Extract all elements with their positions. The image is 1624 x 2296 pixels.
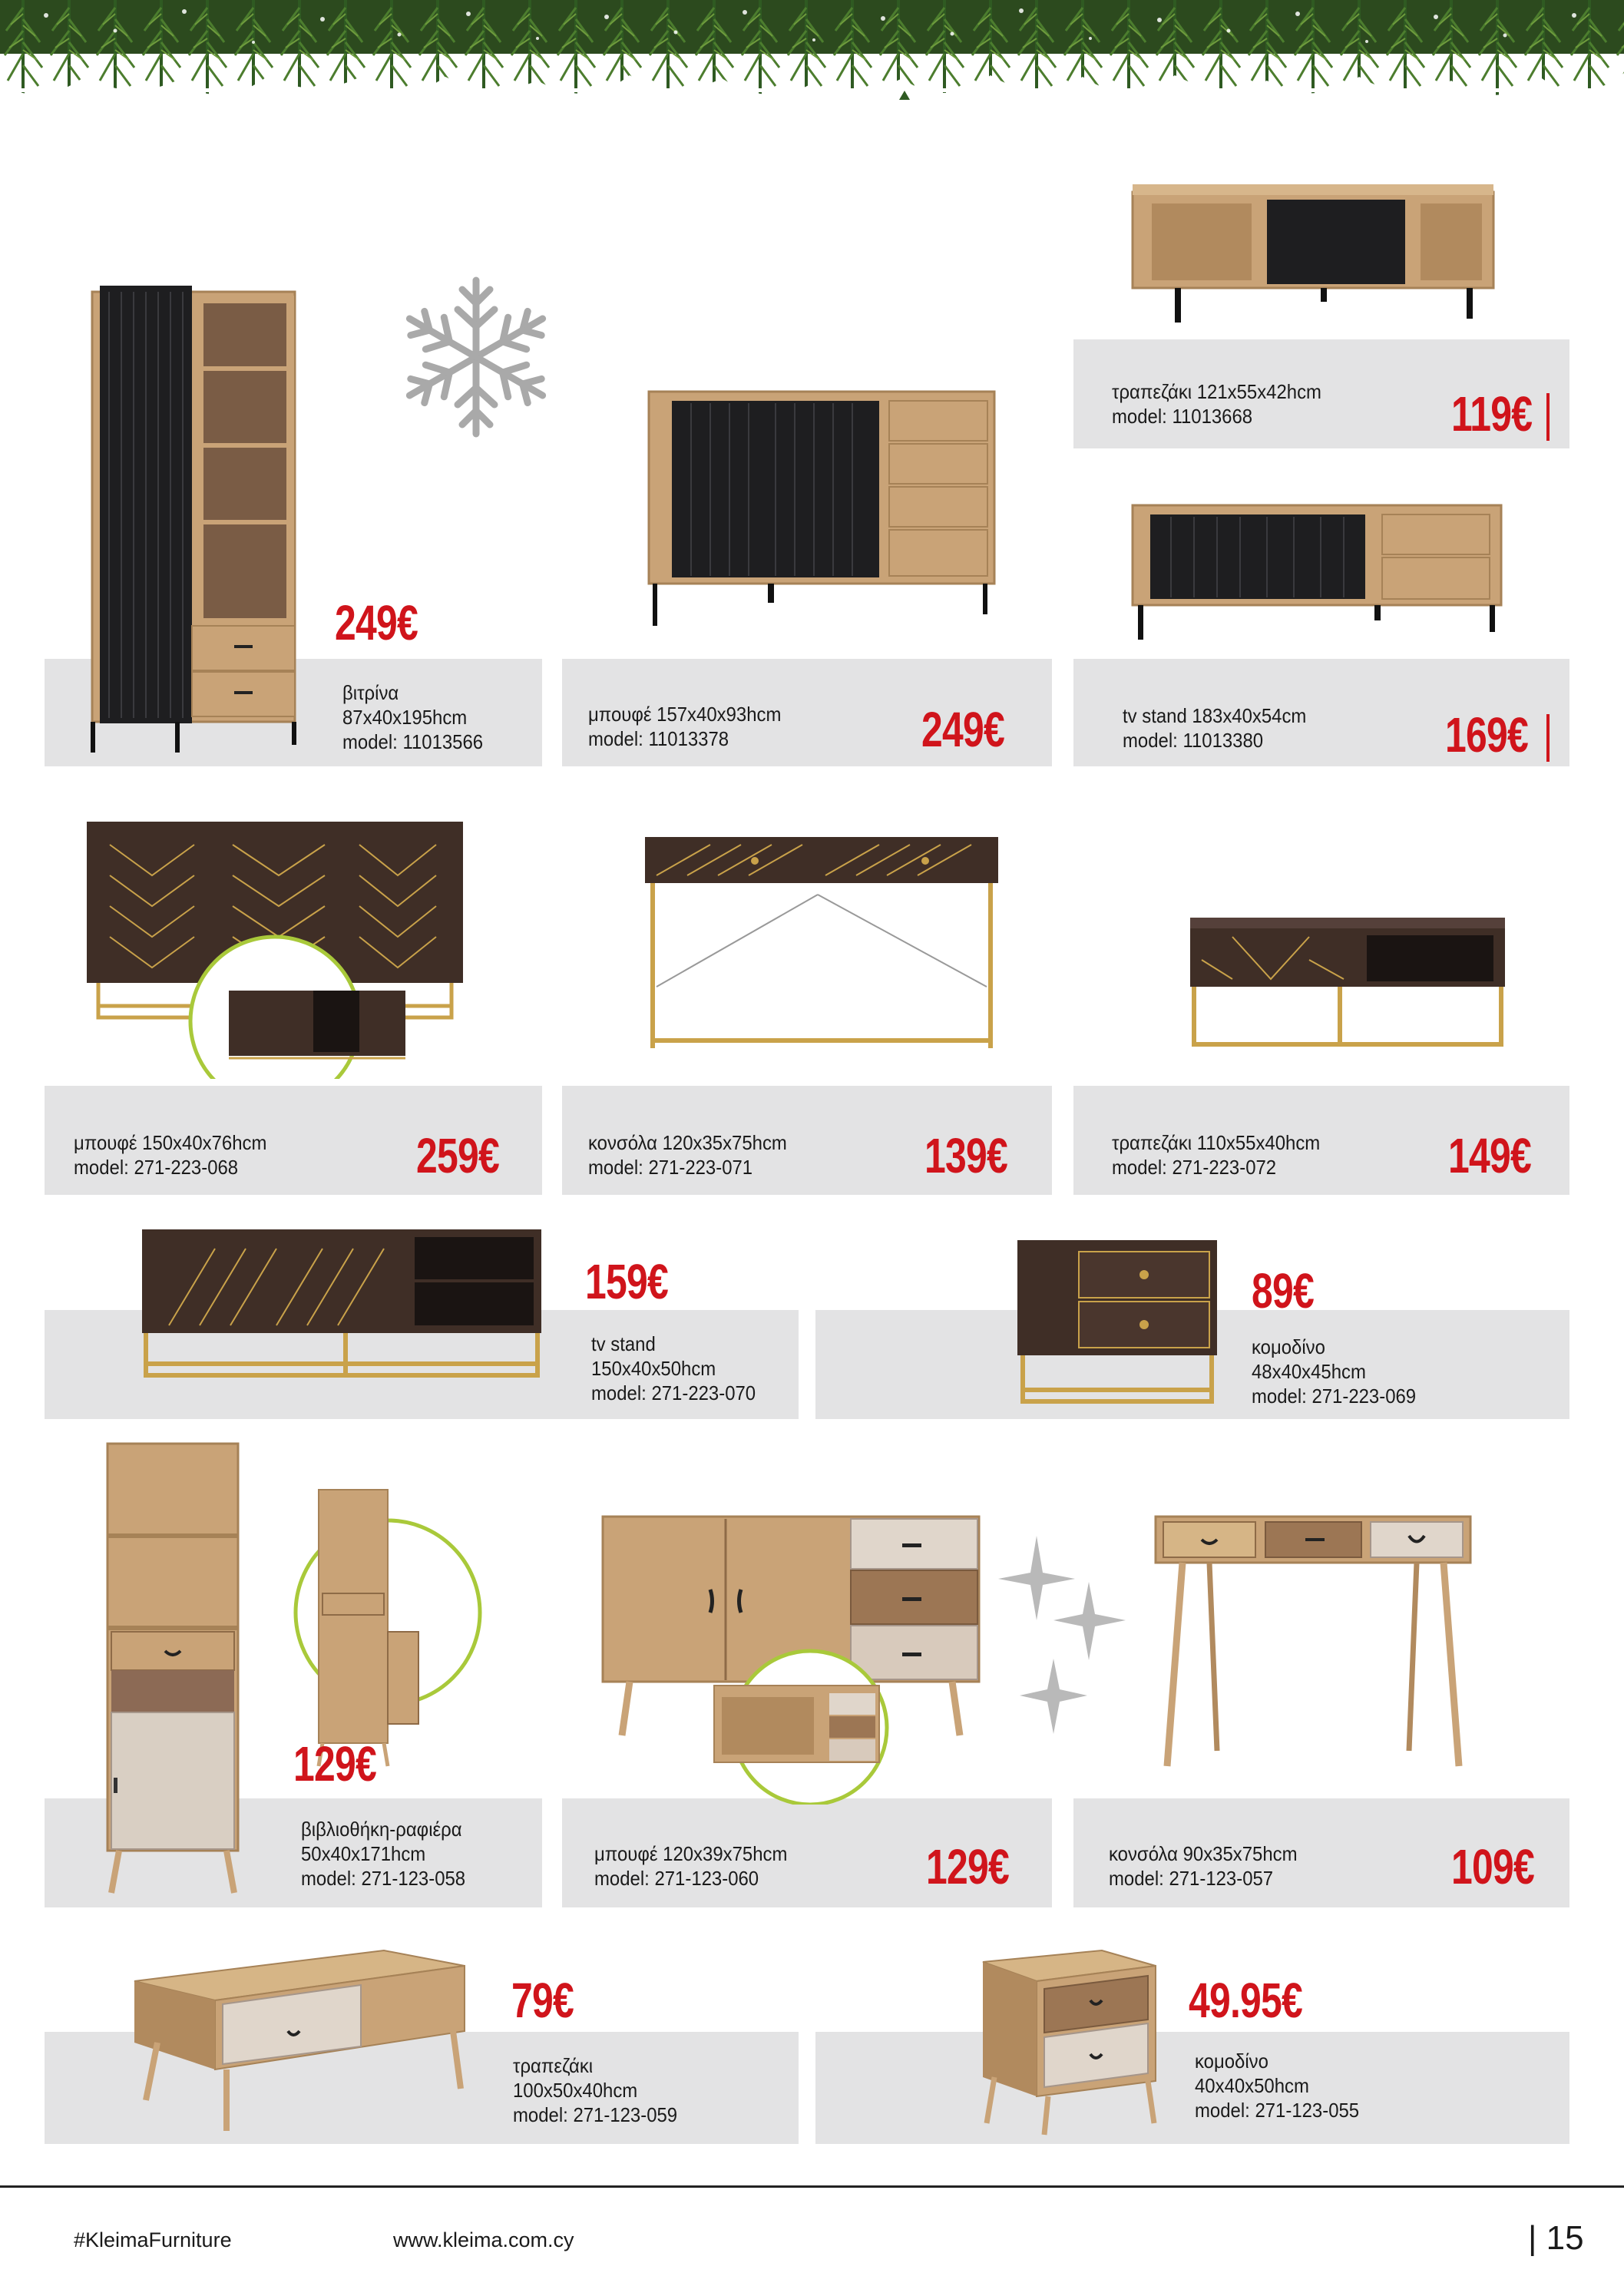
product-name: τραπεζάκι (513, 2054, 594, 2077)
product-image-tv-stand (1129, 498, 1505, 643)
sparkle-icon (998, 1536, 1129, 1735)
product-dims: 50x40x171hcm (301, 1842, 426, 1865)
page-number: | 15 (1528, 2219, 1584, 2257)
product-dims: 87x40x195hcm (342, 706, 468, 729)
product-info (1112, 1130, 1320, 1179)
product-name: τραπεζάκι 121x55x42hcm (1112, 380, 1321, 403)
product-info (513, 2053, 677, 2127)
product-dims: 150x40x50hcm (591, 1357, 716, 1380)
product-info (1123, 703, 1306, 753)
product-image-nightstand-natural (979, 1947, 1159, 2139)
product-name: τραπεζάκι 110x55x40hcm (1112, 1131, 1321, 1154)
product-model: model: 271-123-060 (594, 1867, 759, 1890)
price-label: 129€ (293, 1736, 376, 1791)
price-label: 79€ (511, 1973, 574, 2028)
price-label: 159€ (585, 1254, 668, 1309)
product-model: model: 271-123-059 (513, 2103, 678, 2126)
price-bar (1546, 714, 1550, 762)
product-name: tv stand (591, 1332, 656, 1355)
price-label: 249€ (335, 595, 418, 650)
price-label: 89€ (1252, 1263, 1314, 1318)
price-bar (1546, 393, 1550, 441)
product-info (588, 1130, 787, 1179)
product-image-coffee-table-walnut (1186, 914, 1509, 1052)
product-model: model: 271-223-070 (591, 1381, 756, 1404)
product-image-console-natural (1152, 1513, 1474, 1774)
product-name: κονσόλα 90x35x75hcm (1109, 1842, 1298, 1865)
product-image-tv-stand-walnut (138, 1226, 545, 1383)
price-label: 129€ (926, 1839, 1009, 1894)
info-band (815, 2032, 1569, 2144)
product-model: model: 11013566 (342, 730, 484, 753)
product-name: tv stand 183x40x54cm (1123, 704, 1307, 727)
product-model: model: 271-123-055 (1195, 2099, 1360, 2122)
price-label: 249€ (921, 702, 1004, 757)
price-label: 259€ (416, 1128, 499, 1183)
product-model: model: 271-223-072 (1112, 1156, 1277, 1179)
product-name: μπουφέ 120x39x75hcm (594, 1842, 788, 1865)
price-label: 149€ (1448, 1128, 1531, 1183)
product-info (1109, 1841, 1298, 1891)
product-dims: 48x40x45hcm (1252, 1360, 1366, 1383)
product-model: model: 11013378 (588, 727, 729, 750)
footer-website[interactable]: www.kleima.com.cy (393, 2228, 574, 2251)
product-model: model: 271-223-071 (588, 1156, 753, 1179)
product-image-coffee-table-natural (131, 1943, 468, 2135)
product-info (591, 1332, 756, 1405)
price-label: 49.95€ (1189, 1973, 1303, 2028)
product-model: model: 271-123-058 (301, 1867, 466, 1890)
product-info (1195, 2049, 1359, 2122)
price-label: 119€ (1451, 386, 1533, 442)
product-info (74, 1130, 266, 1179)
price-label: 109€ (1451, 1839, 1534, 1894)
footer-hashtag: #KleimaFurniture (74, 2228, 232, 2251)
product-model: model: 271-223-068 (74, 1156, 239, 1179)
product-name: μπουφέ 157x40x93hcm (588, 703, 782, 726)
product-dims: 40x40x50hcm (1195, 2074, 1309, 2097)
product-name: κομοδίνο (1195, 2050, 1268, 2073)
product-model: model: 11013380 (1123, 729, 1264, 752)
product-image-nightstand-walnut (1014, 1236, 1221, 1405)
product-model: model: 11013668 (1112, 405, 1253, 428)
pine-garland (0, 0, 1624, 115)
product-model: model: 271-123-057 (1109, 1867, 1274, 1890)
product-model: model: 271-223-069 (1252, 1385, 1417, 1408)
product-info (594, 1841, 787, 1891)
product-image-buffet (645, 384, 998, 630)
footer-divider (0, 2185, 1624, 2188)
product-image-buffet-walnut (83, 814, 467, 1079)
product-image-coffee-table (1129, 177, 1497, 326)
product-name: μπουφέ 150x40x76hcm (74, 1131, 267, 1154)
product-info (1252, 1335, 1416, 1408)
product-info (588, 702, 781, 751)
price-label: 139€ (924, 1128, 1007, 1183)
snowflake-icon (399, 269, 553, 445)
price-label: 169€ (1445, 707, 1528, 763)
product-name: κονσόλα 120x35x75hcm (588, 1131, 787, 1154)
product-dims: 100x50x40hcm (513, 2079, 638, 2102)
product-image-console-walnut (641, 833, 1002, 1056)
product-image-vitrine (77, 276, 307, 756)
product-name: κομοδίνο (1252, 1335, 1325, 1358)
product-name: βιβλιοθήκη-ραφιέρα (301, 1818, 462, 1841)
product-info (342, 680, 483, 754)
product-info (1112, 379, 1321, 428)
product-info (301, 1817, 465, 1891)
product-image-buffet-natural (599, 1513, 983, 1805)
product-name: βιτρίνα (342, 681, 399, 704)
